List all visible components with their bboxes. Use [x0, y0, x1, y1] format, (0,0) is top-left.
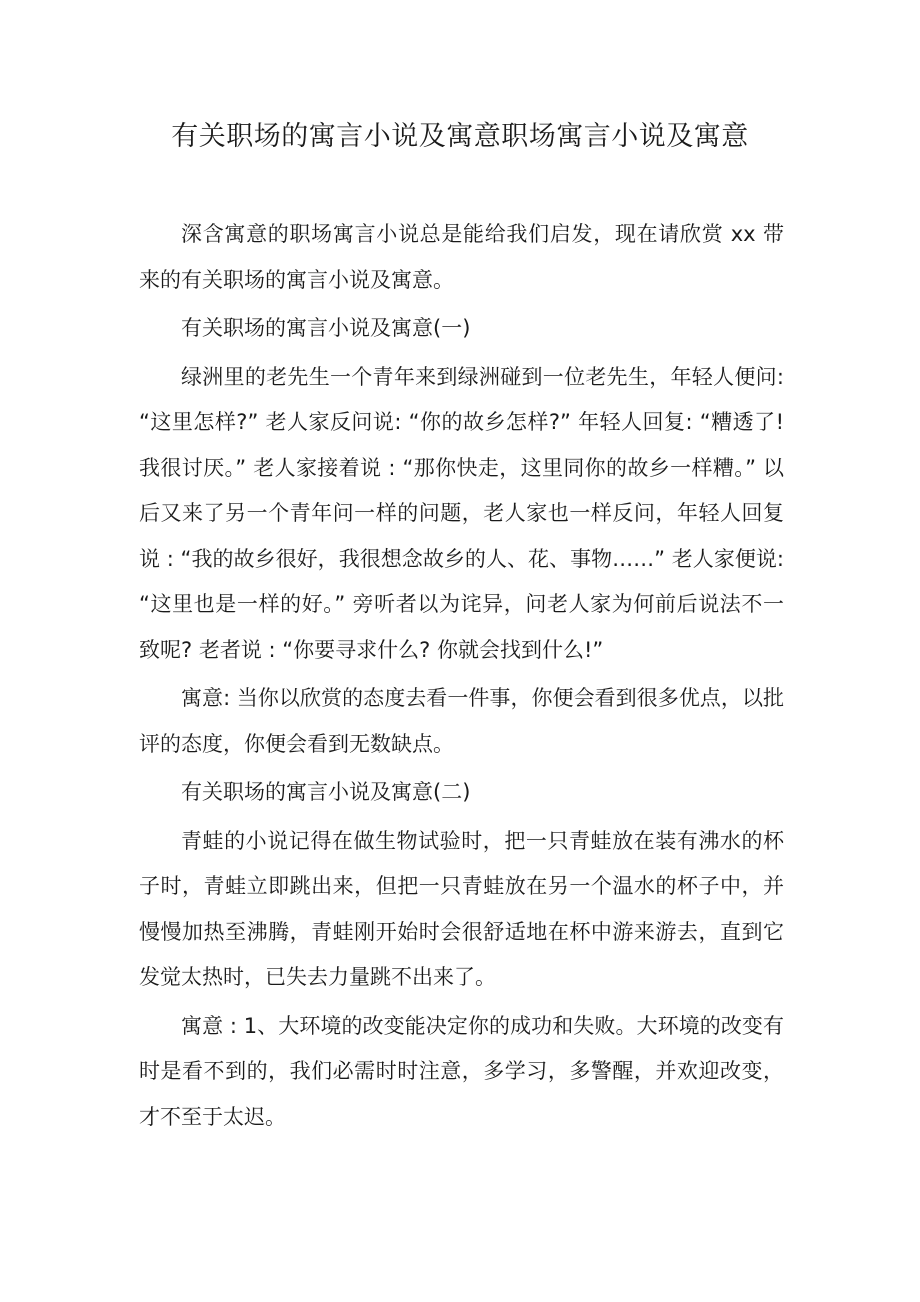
section-heading-one: 有关职场的寓言小说及寓意(一) [181, 316, 471, 340]
moral-paragraph-one: 寓意: 当你以欣赏的态度去看一件事，你便会看到很多优点，以批评的态度，你便会看到无数缺点。 [139, 686, 784, 756]
moral-paragraph-two: 寓意 : 1、大环境的改变能决定你的成功和失败。大环境的改变有时是看不到的，我们必需时时注意，多学习，多警醒，并欢迎改变，才不至于太迟。 [139, 1013, 784, 1129]
section-heading-two: 有关职场的寓言小说及寓意(二) [181, 780, 471, 804]
document-title: 有关职场的寓言小说及寓意职场寓言小说及寓意 [171, 121, 749, 152]
document-body [139, 212, 784, 1143]
story-paragraph-frog: 青蛙的小说记得在做生物试验时，把一只青蛙放在装有沸水的杯子时，青蛙立即跳出来，但把一只青蛙放在另一个温水的杯子中，并慢慢加热至沸腾，青蛙刚开始时会很舒适地在杯中游来游去，直到它发觉太热时，已失去力量跳不出来了。 [139, 828, 784, 989]
story-paragraph-oasis: 绿洲里的老先生一个青年来到绿洲碰到一位老先生，年轻人便问: “这里怎样?” 老人家反问说: “你的故乡怎样?” 年轻人回复: “糟透了! 我很讨厌。” 老人家接着说 : “那你快走，这里同你的故乡一样糟。” 以后又来了另一个青年问一样的问题，老人家也一样反问，年轻人回复说 : “我的故乡很好，我很想念故乡的人、花、事物……” 老人家便说: “这里也是一样的好。” 旁听者以为诧异，问老人家为何前后说法不一致呢? 老者说 : “你要寻求什么? 你就会找到什么!” [139, 364, 784, 662]
intro-paragraph: 深含寓意的职场寓言小说总是能给我们启发，现在请欣赏 xx 带来的有关职场的寓言小说及寓意。 [139, 222, 784, 292]
